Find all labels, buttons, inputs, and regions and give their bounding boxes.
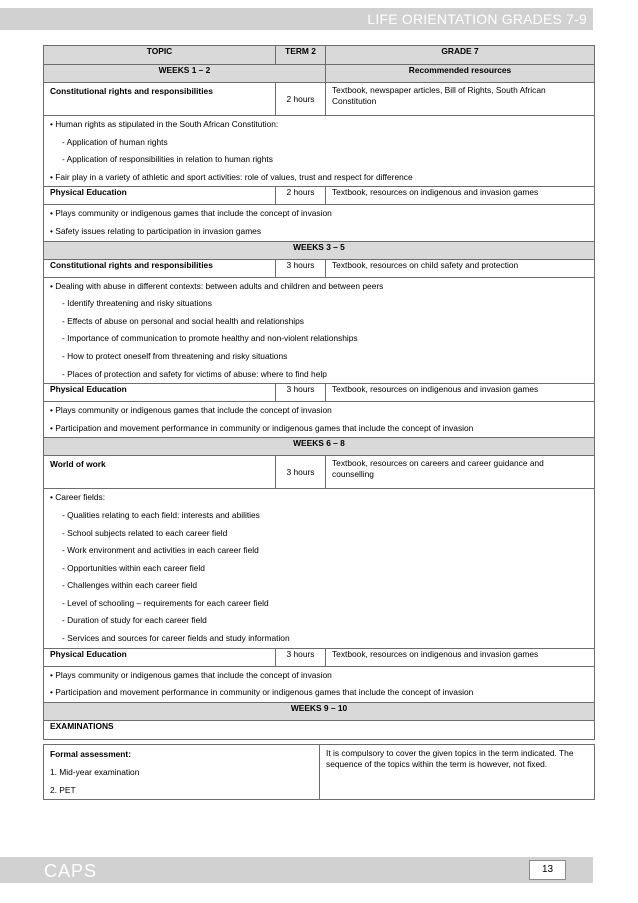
sub-item: - Services and sources for career fields and study information bbox=[62, 633, 290, 644]
content-row bbox=[44, 489, 595, 648]
formal-assessment-title: Formal assessment: bbox=[50, 748, 131, 759]
bullet-item: • Plays community or indigenous games that include the concept of invasion bbox=[50, 208, 332, 219]
weeks-row bbox=[44, 65, 595, 83]
topic-name: Physical Education bbox=[44, 648, 276, 666]
content-row bbox=[44, 666, 595, 702]
topic-hours: 3 hours bbox=[276, 456, 326, 489]
footer-bar bbox=[0, 857, 593, 883]
bullet-item: • Career fields: bbox=[50, 492, 106, 503]
sub-item: - Opportunities within each career field bbox=[62, 562, 205, 573]
col-term: TERM 2 bbox=[276, 46, 326, 65]
sub-item: - Application of responsibilities in relation to human rights bbox=[62, 154, 273, 165]
content-cell bbox=[44, 666, 595, 702]
content-row bbox=[44, 205, 595, 241]
topic-row bbox=[44, 83, 595, 116]
formal-assessment-table bbox=[43, 744, 595, 800]
topic-name: Physical Education bbox=[44, 384, 276, 402]
formal-assessment-cell bbox=[44, 744, 320, 799]
sub-item: - Level of schooling – requirements for each career field bbox=[62, 597, 269, 608]
assessment-item: 2. PET bbox=[50, 784, 76, 795]
sub-item: - Places of protection and safety for victims of abuse: where to find help bbox=[62, 368, 327, 379]
assessment-item: 1. Mid-year examination bbox=[50, 766, 140, 777]
content-cell bbox=[44, 205, 595, 241]
topic-hours: 2 hours bbox=[276, 187, 326, 205]
sub-item: - Effects of abuse on personal and social health and relationships bbox=[62, 315, 304, 326]
weeks-label: WEEKS 6 – 8 bbox=[44, 438, 595, 456]
topic-hours: 3 hours bbox=[276, 648, 326, 666]
bullet-item: • Participation and movement performance in community or indigenous games that include the concept of invasion bbox=[50, 687, 474, 698]
examinations-row bbox=[44, 720, 595, 739]
header-bar bbox=[0, 8, 593, 30]
document-title: LIFE ORIENTATION GRADES 7-9 bbox=[367, 11, 587, 27]
topic-hours: 3 hours bbox=[276, 384, 326, 402]
resources-label: Recommended resources bbox=[326, 65, 595, 83]
topic-resources: Textbook, resources on indigenous and invasion games bbox=[326, 187, 595, 205]
sub-item: - How to protect oneself from threatening and risky situations bbox=[62, 350, 288, 361]
topic-resources: Textbook, resources on indigenous and invasion games bbox=[326, 384, 595, 402]
sub-item: - Duration of study for each career field bbox=[62, 615, 207, 626]
topic-name: Constitutional rights and responsibilities bbox=[44, 259, 276, 277]
term-plan-table bbox=[43, 45, 595, 740]
curriculum-sheet bbox=[43, 45, 594, 800]
page-number: 13 bbox=[529, 860, 566, 880]
col-grade: GRADE 7 bbox=[326, 46, 595, 65]
sub-item: - Work environment and activities in each career field bbox=[62, 545, 259, 556]
sub-item: - School subjects related to each career field bbox=[62, 527, 228, 538]
footer-brand: CAPS bbox=[44, 861, 98, 881]
sub-item: - Qualities relating to each field: interests and abilities bbox=[62, 509, 260, 520]
sub-item: - Importance of communication to promote healthy and non-violent relationships bbox=[62, 333, 358, 344]
topic-row bbox=[44, 648, 595, 666]
weeks-label: WEEKS 1 – 2 bbox=[44, 65, 326, 83]
content-cell bbox=[44, 116, 595, 187]
col-topic: TOPIC bbox=[44, 46, 276, 65]
content-row bbox=[44, 116, 595, 187]
topic-hours: 3 hours bbox=[276, 259, 326, 277]
topic-resources: Textbook, resources on careers and career guidance and counselling bbox=[326, 456, 595, 489]
bullet-item: • Dealing with abuse in different contexts: between adults and children and between peers bbox=[50, 280, 384, 291]
sub-item: - Identify threatening and risky situations bbox=[62, 298, 212, 309]
weeks-row bbox=[44, 702, 595, 720]
bullet-item: • Plays community or indigenous games that include the concept of invasion bbox=[50, 405, 332, 416]
content-row bbox=[44, 402, 595, 438]
bullet-item: • Fair play in a variety of athletic and sport activities: role of values, trust and respect for difference bbox=[50, 171, 413, 182]
topic-resources: Textbook, resources on child safety and protection bbox=[326, 259, 595, 277]
topic-resources: Textbook, newspaper articles, Bill of Rights, South African Constitution bbox=[326, 83, 595, 116]
bullet-item: • Human rights as stipulated in the South African Constitution: bbox=[50, 119, 279, 129]
content-row bbox=[44, 277, 595, 384]
content-cell bbox=[44, 402, 595, 438]
content-cell bbox=[44, 277, 595, 384]
topic-row bbox=[44, 259, 595, 277]
topic-row bbox=[44, 456, 595, 489]
topic-name: World of work bbox=[44, 456, 276, 489]
bullet-item: • Safety issues relating to participation in invasion games bbox=[50, 225, 262, 236]
topic-row bbox=[44, 187, 595, 205]
bullet-item: • Participation and movement performance in community or indigenous games that include the concept of invasion bbox=[50, 422, 474, 433]
weeks-label: WEEKS 3 – 5 bbox=[44, 241, 595, 259]
topic-name: Physical Education bbox=[44, 187, 276, 205]
weeks-label: WEEKS 9 – 10 bbox=[44, 702, 595, 720]
formal-assessment-row bbox=[44, 744, 595, 799]
sub-item: - Application of human rights bbox=[62, 136, 168, 147]
content-cell bbox=[44, 489, 595, 648]
assessment-note: It is compulsory to cover the given topics in the term indicated. The sequence of the topics within the term is however, not fixed. bbox=[320, 744, 595, 799]
topic-row bbox=[44, 384, 595, 402]
weeks-row bbox=[44, 241, 595, 259]
header-row bbox=[44, 46, 595, 65]
weeks-row bbox=[44, 438, 595, 456]
topic-name: Constitutional rights and responsibilities bbox=[44, 83, 276, 116]
topic-hours: 2 hours bbox=[276, 83, 326, 116]
sub-item: - Challenges within each career field bbox=[62, 580, 198, 591]
bullet-item: • Plays community or indigenous games that include the concept of invasion bbox=[50, 669, 332, 680]
topic-resources: Textbook, resources on indigenous and invasion games bbox=[326, 648, 595, 666]
examinations-label: EXAMINATIONS bbox=[44, 720, 595, 739]
